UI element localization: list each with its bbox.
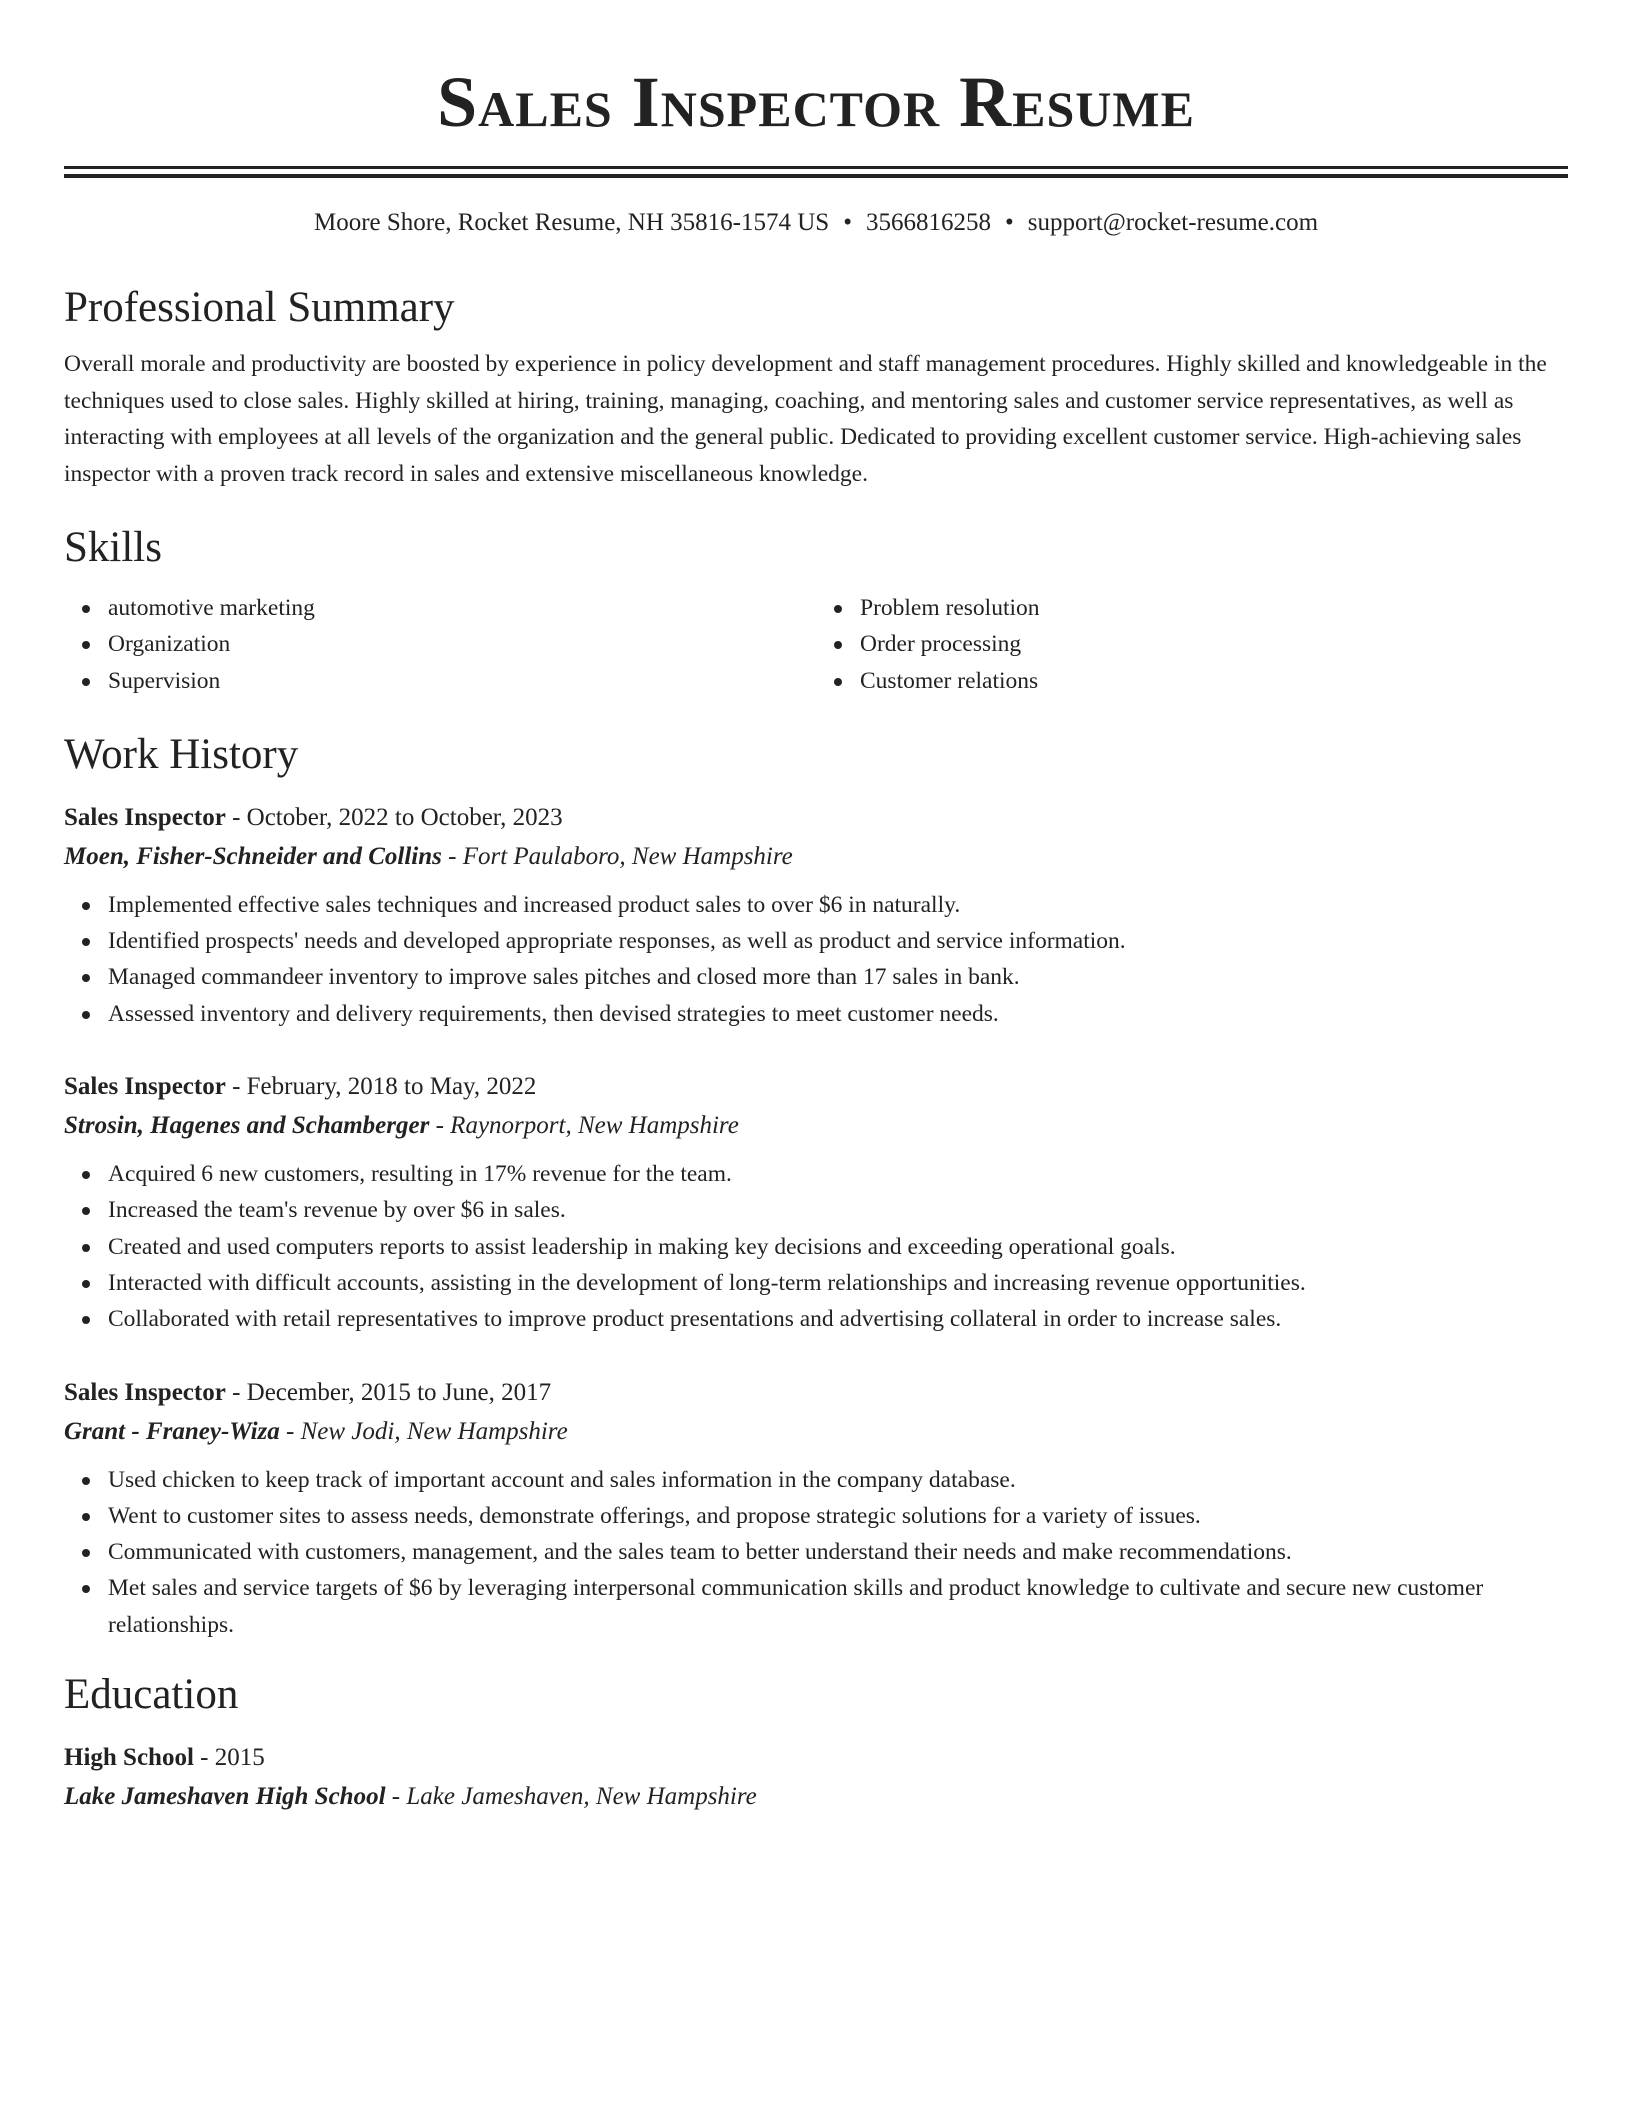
skill-item: Customer relations bbox=[860, 663, 1568, 699]
company-line: Moen, Fisher-Schneider and Collins - Fort Paulaboro, New Hampshire bbox=[64, 842, 793, 870]
degree: High School bbox=[64, 1744, 194, 1772]
duty-item: Collaborated with retail representatives to improve product presentations and advertising collateral in order to increase sales. bbox=[108, 1301, 1568, 1337]
degree-line: High School - 2015 bbox=[64, 1744, 265, 1772]
education-heading: Education bbox=[64, 1671, 239, 1719]
contact-separator: • bbox=[843, 209, 852, 236]
company-name: Moen, Fisher-Schneider and Collins bbox=[64, 842, 442, 870]
job-title: Sales Inspector bbox=[64, 1073, 226, 1101]
job-dates: February, 2018 to May, 2022 bbox=[246, 1073, 537, 1101]
contact-phone: 3566816258 bbox=[865, 209, 991, 236]
duty-item: Increased the team's revenue by over $6 in sales. bbox=[108, 1192, 1568, 1228]
job-dates: December, 2015 to June, 2017 bbox=[246, 1378, 552, 1406]
skill-item: Organization bbox=[108, 626, 816, 662]
duties-list bbox=[64, 887, 1568, 1032]
duties-list bbox=[64, 1462, 1568, 1643]
company-location: Raynorport, New Hampshire bbox=[450, 1112, 739, 1140]
contact-email: support@rocket-resume.com bbox=[1027, 209, 1319, 236]
duty-item: Went to customer sites to assess needs, demonstrate offerings, and propose strategic solutions for a variety of issues. bbox=[108, 1498, 1568, 1534]
contact-address: Moore Shore, Rocket Resume, NH 35816-1574 US bbox=[313, 209, 830, 236]
job-title: Sales Inspector bbox=[64, 803, 226, 831]
skills-heading: Skills bbox=[64, 524, 162, 571]
summary-heading: Professional Summary bbox=[64, 284, 455, 331]
education-entry bbox=[64, 1739, 1568, 1817]
job-title-line: Sales Inspector - December, 2015 to June, 2017 bbox=[64, 1378, 552, 1406]
duty-item: Acquired 6 new customers, resulting in 17% revenue for the team. bbox=[108, 1156, 1568, 1192]
duty-item: Assessed inventory and delivery requirements, then devised strategies to meet customer needs. bbox=[108, 996, 1568, 1032]
company-location: New Jodi, New Hampshire bbox=[300, 1417, 568, 1445]
skill-item: automotive marketing bbox=[108, 590, 816, 626]
duty-item: Used chicken to keep track of important account and sales information in the company database. bbox=[108, 1462, 1568, 1498]
school-location: Lake Jameshaven, New Hampshire bbox=[406, 1783, 757, 1811]
job-entry bbox=[64, 799, 1568, 1032]
job-title: Sales Inspector bbox=[64, 1378, 226, 1406]
duty-item: Interacted with difficult accounts, assisting in the development of long-term relationships and increasing revenue opportunities. bbox=[108, 1265, 1568, 1301]
duty-item: Communicated with customers, management, and the sales team to better understand their needs and make recommendations. bbox=[108, 1534, 1568, 1570]
resume-title: Sales Inspector Resume bbox=[437, 62, 1195, 142]
company-location: Fort Paulaboro, New Hampshire bbox=[462, 842, 793, 870]
job-entry bbox=[64, 1068, 1568, 1337]
skills-list-right bbox=[816, 590, 1568, 699]
company-name: Grant - Franey-Wiza bbox=[64, 1417, 280, 1445]
duty-item: Managed commandeer inventory to improve sales pitches and closed more than 17 sales in bank. bbox=[108, 959, 1568, 995]
school-name: Lake Jameshaven High School bbox=[64, 1783, 386, 1811]
contact-line bbox=[64, 206, 1568, 240]
job-dates: October, 2022 to October, 2023 bbox=[246, 803, 563, 831]
duty-item: Met sales and service targets of $6 by leveraging interpersonal communication skills and product knowledge to cultivate and secure new customer relationships. bbox=[108, 1570, 1568, 1643]
school-line: Lake Jameshaven High School - Lake Jameshaven, New Hampshire bbox=[64, 1783, 757, 1811]
skill-item: Order processing bbox=[860, 626, 1568, 662]
graduation-year: 2015 bbox=[214, 1744, 265, 1772]
work-history-heading: Work History bbox=[64, 730, 299, 778]
job-entry bbox=[64, 1374, 1568, 1643]
title-double-rule bbox=[64, 166, 1568, 178]
skills-columns bbox=[64, 590, 1568, 699]
summary-text: Overall morale and productivity are boosted by experience in policy development and staff management procedures. Highly skilled and knowledgeable in the techniques used to close sales. Highly skilled at hiring, training, managing, coaching, and mentoring sales and customer service representatives, as well as interacting with employees at all levels of the organization and the general public. Dedicated to providing excellent customer service. High-achieving sales inspector with a proven track record in sales and extensive miscellaneous knowledge. bbox=[64, 351, 1547, 487]
job-title-line: Sales Inspector - October, 2022 to October, 2023 bbox=[64, 803, 563, 831]
duty-item: Implemented effective sales techniques and increased product sales to over $6 in naturally. bbox=[108, 887, 1568, 923]
duties-list bbox=[64, 1156, 1568, 1337]
duty-item: Created and used computers reports to assist leadership in making key decisions and exceeding operational goals. bbox=[108, 1229, 1568, 1265]
skill-item: Problem resolution bbox=[860, 590, 1568, 626]
company-name: Strosin, Hagenes and Schamberger bbox=[64, 1112, 430, 1140]
company-line: Strosin, Hagenes and Schamberger - Raynorport, New Hampshire bbox=[64, 1112, 739, 1140]
job-title-line: Sales Inspector - February, 2018 to May, 2022 bbox=[64, 1073, 537, 1101]
contact-separator: • bbox=[1004, 209, 1014, 236]
company-line: Grant - Franey-Wiza - New Jodi, New Hampshire bbox=[64, 1417, 568, 1445]
skills-list-left bbox=[64, 590, 816, 699]
skill-item: Supervision bbox=[108, 663, 816, 699]
duty-item: Identified prospects' needs and developed appropriate responses, as well as product and service information. bbox=[108, 923, 1568, 959]
